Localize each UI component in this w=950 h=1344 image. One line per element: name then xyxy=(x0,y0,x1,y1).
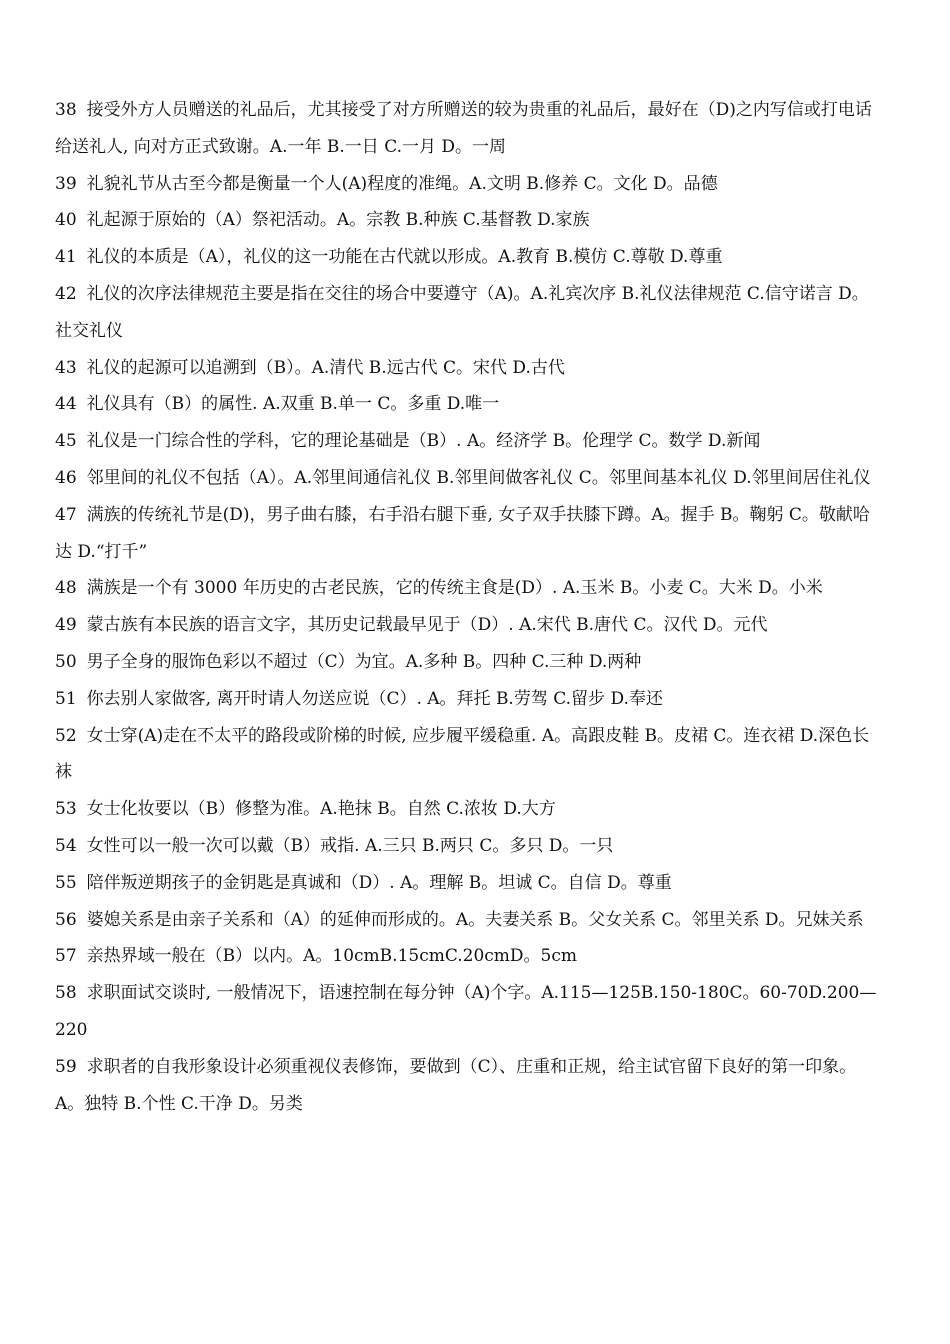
question-number: 48 xyxy=(55,578,77,599)
question-number: 47 xyxy=(55,504,77,525)
question-number: 39 xyxy=(55,173,77,194)
question-53 xyxy=(55,791,885,828)
question-45 xyxy=(55,423,885,460)
question-number: 52 xyxy=(55,725,77,746)
question-number: 44 xyxy=(55,394,77,415)
question-text: 接受外方人员赠送的礼品后，尤其接受了对方所赠送的较为贵重的礼品后，最好在（D)之内写信或打电话给送礼人, 向对方正式致谢。A.一年 B.一日 C.一月 D。一周 xyxy=(55,100,872,157)
question-text: 女士穿(A)走在不太平的路段或阶梯的时候, 应步履平缓稳重. A。高跟皮鞋 B。皮裙 C。连衣裙 D.深色长袜 xyxy=(55,725,870,783)
question-text: 礼仪的本质是（A），礼仪的这一功能在古代就以形成。A.教育 B.模仿 C.尊敬 D.尊重 xyxy=(86,247,723,268)
question-57 xyxy=(55,938,885,975)
question-number: 54 xyxy=(55,835,77,856)
question-number: 41 xyxy=(55,247,77,268)
question-text: 满族是一个有 3000 年历史的古老民族，它的传统主食是(D）. A.玉米 B。小麦 C。大米 D。小米 xyxy=(86,578,823,599)
question-number: 51 xyxy=(55,688,77,709)
question-44 xyxy=(55,386,885,423)
question-40 xyxy=(55,202,885,239)
question-text: 陪伴叛逆期孩子的金钥匙是真诚和（D）. A。理解 B。坦诚 C。自信 D。尊重 xyxy=(86,872,672,893)
question-55 xyxy=(55,865,885,902)
question-number: 46 xyxy=(55,467,77,488)
question-58 xyxy=(55,975,885,1049)
question-number: 42 xyxy=(55,283,77,304)
question-59 xyxy=(55,1049,885,1123)
question-number: 59 xyxy=(55,1056,77,1077)
question-text: 满族的传统礼节是(D)，男子曲右膝，右手沿右腿下垂, 女子双手扶膝下蹲。A。握手 B。鞠躬 C。敬献哈达 D.“打千” xyxy=(55,504,870,562)
question-text: 礼仪是一门综合性的学科，它的理论基础是（B）. A。经济学 B。伦理学 C。数学 D.新闻 xyxy=(86,431,761,452)
question-text: 亲热界域一般在（B）以内。A。10cmB.15cmC.20cmD。5cm xyxy=(86,946,578,967)
question-number: 38 xyxy=(55,100,77,120)
question-39 xyxy=(55,166,885,203)
question-number: 49 xyxy=(55,615,77,636)
question-text: 女性可以一般一次可以戴（B）戒指. A.三只 B.两只 C。多只 D。一只 xyxy=(86,835,614,856)
question-42 xyxy=(55,276,885,350)
question-number: 56 xyxy=(55,909,77,930)
question-text: 求职面试交谈时, 一般情况下，语速控制在每分钟（A)个字。A.115—125B.150-180C。60-70D.200—220 xyxy=(55,983,877,1040)
question-41 xyxy=(55,239,885,276)
question-number: 58 xyxy=(55,983,77,1004)
question-52 xyxy=(55,718,885,792)
question-text: 蒙古族有本民族的语言文字，其历史记载最早见于（D）. A.宋代 B.唐代 C。汉代 D。元代 xyxy=(86,615,768,636)
question-text: 礼仪的起源可以追溯到（B）。A.清代 B.远古代 C。宋代 D.古代 xyxy=(86,357,565,378)
question-50 xyxy=(55,644,885,681)
question-number: 40 xyxy=(55,210,77,231)
question-text: 礼貌礼节从古至今都是衡量一个人(A)程度的准绳。A.文明 B.修养 C。文化 D。品德 xyxy=(86,173,718,194)
question-47 xyxy=(55,497,885,571)
question-number: 55 xyxy=(55,872,77,893)
question-text: 男子全身的服饰色彩以不超过（C）为宜。A.多种 B。四种 C.三种 D.两种 xyxy=(86,651,642,672)
question-text: 礼仪的次序法律规范主要是指在交往的场合中要遵守（A)。A.礼宾次序 B.礼仪法律规范 C.信守诺言 D。社交礼仪 xyxy=(55,283,869,341)
question-38 xyxy=(55,92,885,166)
question-text: 女士化妆要以（B）修整为准。A.艳抹 B。自然 C.浓妆 D.大方 xyxy=(86,799,556,820)
question-number: 43 xyxy=(55,357,77,378)
question-text: 礼仪具有（B）的属性. A.双重 B.单一 C。多重 D.唯一 xyxy=(86,394,500,415)
question-51 xyxy=(55,681,885,718)
question-49 xyxy=(55,607,885,644)
question-number: 50 xyxy=(55,651,77,672)
question-text: 邻里间的礼仪不包括（A）。A.邻里间通信礼仪 B.邻里间做客礼仪 C。邻里间基本礼仪 D.邻里间居住礼仪 xyxy=(86,467,871,488)
document-page xyxy=(55,92,885,1122)
question-number: 53 xyxy=(55,799,77,820)
question-48 xyxy=(55,570,885,607)
question-46 xyxy=(55,460,885,497)
question-number: 45 xyxy=(55,431,77,452)
question-number: 57 xyxy=(55,946,77,967)
question-54 xyxy=(55,828,885,865)
question-text: 婆媳关系是由亲子关系和（A）的延伸而形成的。A。夫妻关系 B。父女关系 C。邻里关系 D。兄妹关系 xyxy=(86,909,864,930)
question-43 xyxy=(55,350,885,387)
question-text: 求职者的自我形象设计必须重视仪表修饰，要做到（C）、庄重和正规，给主试官留下良好的第一印象。A。独特 B.个性 C.干净 D。另类 xyxy=(55,1056,857,1114)
question-56 xyxy=(55,902,885,939)
question-text: 你去别人家做客, 离开时请人勿送应说（C）. A。拜托 B.劳驾 C.留步 D.奉还 xyxy=(86,688,663,709)
question-text: 礼起源于原始的（A）祭祀活动。A。宗教 B.种族 C.基督教 D.家族 xyxy=(86,210,590,231)
